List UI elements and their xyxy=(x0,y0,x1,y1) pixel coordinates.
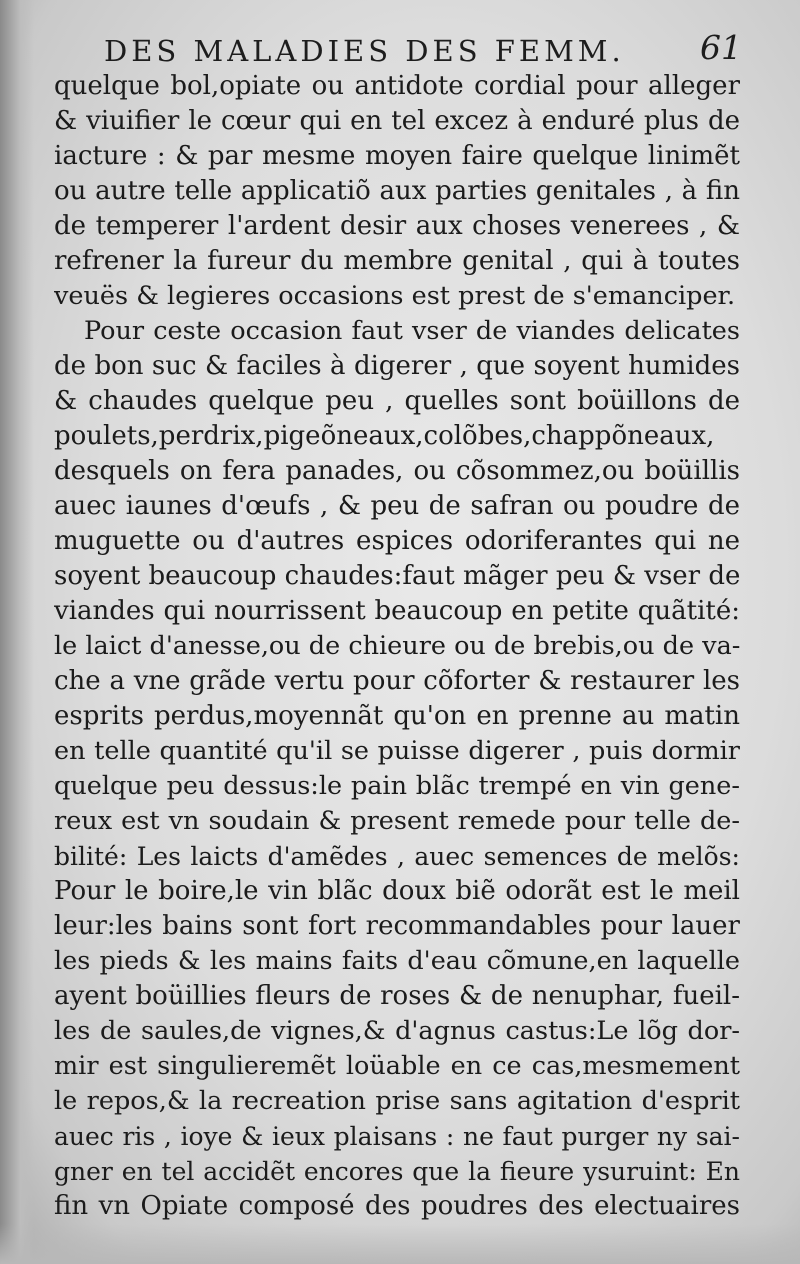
text-line: les pieds & les mains faits d'eau cõmune,en laquelle xyxy=(54,946,740,976)
text-line: esprits perdus,moyennãt qu'on en prenne au matin xyxy=(54,701,740,731)
text-line: refrener la fureur du membre genital , qui à toutes xyxy=(54,246,740,276)
text-line: soyent beaucoup chaudes:faut mãger peu & vser de xyxy=(54,561,740,591)
text-line: gner en tel accidẽt encores que la fieure ysuruint: En xyxy=(54,1157,740,1186)
text-line: & chaudes quelque peu , quelles sont boüillons de xyxy=(54,386,740,416)
text-line: ou autre telle applicatiõ aux parties genitales , à fin xyxy=(54,176,740,206)
text-line: de bon suc & faciles à digerer , que soyent humides xyxy=(54,351,740,381)
text-line: desquels on fera panades, ou cõsommez,ou boüillis xyxy=(54,456,740,486)
text-line: auec iaunes d'œufs , & peu de safran ou poudre de xyxy=(54,491,740,521)
body-text xyxy=(54,69,740,1224)
page-number: 61 xyxy=(700,28,742,67)
text-line: veuës & legieres occasions est prest de s'emanciper. xyxy=(54,281,736,311)
text-line: che a vne grãde vertu pour cõforter & restaurer les xyxy=(54,666,740,696)
gutter-shadow xyxy=(0,0,34,1264)
text-line: bilité: Les laicts d'amẽdes , auec semences de melõs: xyxy=(54,842,740,871)
text-line: fin vn Opiate composé des poudres des electuaires xyxy=(54,1191,740,1221)
text-line: muguette ou d'autres espices odoriferantes qui ne xyxy=(54,526,740,556)
text-line: reux est vn soudain & present remede pour telle de- xyxy=(54,806,740,836)
text-line: iacture : & par mesme moyen faire quelque linimẽt xyxy=(54,141,740,171)
text-line: mir est singulieremẽt loüable en ce cas,mesmement xyxy=(54,1051,740,1081)
bottom-edge-shadow xyxy=(0,1224,800,1264)
text-line: quelque peu dessus:le pain blãc trempé en vin gene- xyxy=(54,771,740,801)
text-line: de temperer l'ardent desir aux choses venerees , & xyxy=(54,211,740,241)
text-line: le repos,& la recreation prise sans agitation d'esprit xyxy=(54,1086,740,1116)
text-line: leur:les bains sont fort recommandables pour lauer xyxy=(54,911,740,941)
text-line: le laict d'anesse,ou de chieure ou de brebis,ou de va- xyxy=(54,631,740,661)
text-line: & viuifier le cœur qui en tel excez à enduré plus de xyxy=(54,106,740,136)
paragraph-start-line: Pour ceste occasion faut vser de viandes delicates xyxy=(84,316,740,346)
text-line: en telle quantité qu'il se puisse digerer , puis dormir xyxy=(54,736,740,766)
running-head: DES MALADIES DES FEMM. xyxy=(104,34,625,68)
text-line: viandes qui nourrissent beaucoup en petite quãtité: xyxy=(54,596,740,626)
text-line: poulets,perdrix,pigeõneaux,colõbes,chappõneaux, xyxy=(54,421,715,451)
text-line: les de saules,de vignes,& d'agnus castus:Le lõg dor- xyxy=(54,1016,740,1046)
text-line: auec ris , ioye & ieux plaisans : ne faut purger ny sai- xyxy=(54,1122,740,1151)
text-line: Pour le boire,le vin blãc doux biẽ odorãt est le meil xyxy=(54,876,740,906)
text-line: ayent boüillies fleurs de roses & de nenuphar, fueil- xyxy=(54,981,740,1011)
text-line: quelque bol,opiate ou antidote cordial pour alleger xyxy=(54,71,740,101)
